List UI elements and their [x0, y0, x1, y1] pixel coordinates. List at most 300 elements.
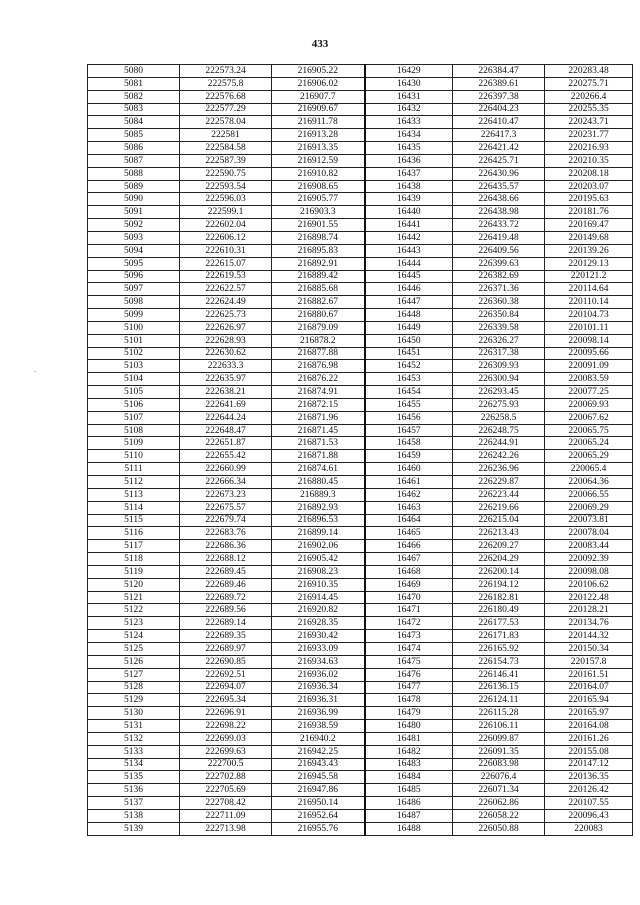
y-coordinate-right-cell: 220203.07	[545, 180, 633, 193]
x-coordinate-left-cell: 222587.39	[180, 154, 272, 167]
point-number-left-cell: 5081	[88, 77, 180, 90]
y-coordinate-left-cell: 216950.14	[272, 797, 365, 810]
table-row	[88, 771, 633, 784]
x-coordinate-right-cell: 226219.66	[453, 501, 545, 514]
table-row	[88, 244, 633, 257]
y-coordinate-right-cell: 220083.59	[545, 373, 633, 386]
x-coordinate-right-cell: 226200.14	[453, 565, 545, 578]
point-number-right-cell: 16462	[365, 488, 453, 501]
y-coordinate-right-cell: 220077.25	[545, 386, 633, 399]
point-number-left-cell: 5093	[88, 231, 180, 244]
y-coordinate-right-cell: 220165.97	[545, 707, 633, 720]
y-coordinate-left-cell: 216936.02	[272, 668, 365, 681]
point-number-right-cell: 16435	[365, 142, 453, 155]
y-coordinate-left-cell: 216871.53	[272, 437, 365, 450]
x-coordinate-right-cell: 226171.83	[453, 630, 545, 643]
y-coordinate-left-cell: 216908.23	[272, 565, 365, 578]
table-row	[88, 437, 633, 450]
x-coordinate-left-cell: 222689.35	[180, 630, 272, 643]
point-number-left-cell: 5111	[88, 463, 180, 476]
table-row	[88, 257, 633, 270]
y-coordinate-left-cell: 216889.3	[272, 488, 365, 501]
y-coordinate-right-cell: 220107.55	[545, 797, 633, 810]
y-coordinate-left-cell: 216909.67	[272, 103, 365, 116]
point-number-left-cell: 5131	[88, 720, 180, 733]
point-number-right-cell: 16463	[365, 501, 453, 514]
y-coordinate-right-cell: 220065.24	[545, 437, 633, 450]
y-coordinate-left-cell: 216907.7	[272, 90, 365, 103]
x-coordinate-left-cell: 222689.72	[180, 591, 272, 604]
x-coordinate-left-cell: 222625.73	[180, 309, 272, 322]
point-number-right-cell: 16470	[365, 591, 453, 604]
x-coordinate-right-cell: 226438.98	[453, 206, 545, 219]
table-row	[88, 809, 633, 822]
point-number-left-cell: 5134	[88, 758, 180, 771]
point-number-right-cell: 16455	[365, 398, 453, 411]
x-coordinate-left-cell: 222713.98	[180, 822, 272, 835]
x-coordinate-left-cell: 222638.21	[180, 386, 272, 399]
x-coordinate-right-cell: 226404.23	[453, 103, 545, 116]
table-row	[88, 398, 633, 411]
point-number-right-cell: 16480	[365, 720, 453, 733]
x-coordinate-left-cell: 222628.93	[180, 334, 272, 347]
x-coordinate-right-cell: 226258.5	[453, 411, 545, 424]
y-coordinate-left-cell: 216914.45	[272, 591, 365, 604]
point-number-left-cell: 5129	[88, 694, 180, 707]
point-number-right-cell: 16459	[365, 450, 453, 463]
point-number-left-cell: 5100	[88, 321, 180, 334]
point-number-left-cell: 5132	[88, 732, 180, 745]
x-coordinate-right-cell: 226146.41	[453, 668, 545, 681]
y-coordinate-left-cell: 216905.22	[272, 65, 365, 78]
x-coordinate-right-cell: 226417.3	[453, 129, 545, 142]
x-coordinate-left-cell: 222692.51	[180, 668, 272, 681]
point-number-right-cell: 16437	[365, 167, 453, 180]
point-number-left-cell: 5128	[88, 681, 180, 694]
y-coordinate-right-cell: 220231.77	[545, 129, 633, 142]
y-coordinate-right-cell: 220157.8	[545, 655, 633, 668]
point-number-right-cell: 16477	[365, 681, 453, 694]
y-coordinate-left-cell: 216878.2	[272, 334, 365, 347]
point-number-left-cell: 5121	[88, 591, 180, 604]
point-number-right-cell: 16464	[365, 514, 453, 527]
y-coordinate-left-cell: 216903.3	[272, 206, 365, 219]
point-number-left-cell: 5082	[88, 90, 180, 103]
x-coordinate-left-cell: 222644.24	[180, 411, 272, 424]
x-coordinate-right-cell: 226177.53	[453, 617, 545, 630]
point-number-left-cell: 5085	[88, 129, 180, 142]
y-coordinate-left-cell: 216876.98	[272, 360, 365, 373]
table-row	[88, 668, 633, 681]
x-coordinate-left-cell: 222581	[180, 129, 272, 142]
point-number-left-cell: 5094	[88, 244, 180, 257]
y-coordinate-left-cell: 216955.76	[272, 822, 365, 835]
y-coordinate-right-cell: 220104.73	[545, 309, 633, 322]
x-coordinate-right-cell: 226409.56	[453, 244, 545, 257]
table-row	[88, 103, 633, 116]
x-coordinate-left-cell: 222573.24	[180, 65, 272, 78]
y-coordinate-right-cell: 220122.48	[545, 591, 633, 604]
table-row	[88, 630, 633, 643]
point-number-left-cell: 5138	[88, 809, 180, 822]
point-number-left-cell: 5117	[88, 540, 180, 553]
y-coordinate-right-cell: 220255.35	[545, 103, 633, 116]
point-number-right-cell: 16453	[365, 373, 453, 386]
x-coordinate-right-cell: 226182.81	[453, 591, 545, 604]
y-coordinate-right-cell: 220266.4	[545, 90, 633, 103]
point-number-left-cell: 5080	[88, 65, 180, 78]
x-coordinate-right-cell: 226309.93	[453, 360, 545, 373]
y-coordinate-right-cell: 220150.34	[545, 642, 633, 655]
table-row	[88, 167, 633, 180]
x-coordinate-right-cell: 226213.43	[453, 527, 545, 540]
x-coordinate-left-cell: 222683.76	[180, 527, 272, 540]
x-coordinate-right-cell: 226115.28	[453, 707, 545, 720]
y-coordinate-right-cell: 220121.2	[545, 270, 633, 283]
table-row	[88, 219, 633, 232]
point-number-left-cell: 5119	[88, 565, 180, 578]
y-coordinate-left-cell: 216880.67	[272, 309, 365, 322]
point-number-left-cell: 5105	[88, 386, 180, 399]
point-number-right-cell: 16434	[365, 129, 453, 142]
table-row	[88, 797, 633, 810]
y-coordinate-left-cell: 216902.06	[272, 540, 365, 553]
y-coordinate-left-cell: 216896.53	[272, 514, 365, 527]
x-coordinate-left-cell: 222619.53	[180, 270, 272, 283]
table-row	[88, 334, 633, 347]
point-number-right-cell: 16444	[365, 257, 453, 270]
point-number-right-cell: 16445	[365, 270, 453, 283]
x-coordinate-left-cell: 222596.03	[180, 193, 272, 206]
point-number-right-cell: 16456	[365, 411, 453, 424]
x-coordinate-right-cell: 226425.71	[453, 154, 545, 167]
table-row	[88, 90, 633, 103]
table-row	[88, 283, 633, 296]
x-coordinate-right-cell: 226438.66	[453, 193, 545, 206]
y-coordinate-right-cell: 220066.55	[545, 488, 633, 501]
table-row	[88, 617, 633, 630]
point-number-right-cell: 16448	[365, 309, 453, 322]
y-coordinate-right-cell: 220147.12	[545, 758, 633, 771]
y-coordinate-left-cell: 216920.82	[272, 604, 365, 617]
point-number-right-cell: 16450	[365, 334, 453, 347]
table-row	[88, 720, 633, 733]
x-coordinate-right-cell: 226317.38	[453, 347, 545, 360]
point-number-left-cell: 5108	[88, 424, 180, 437]
point-number-left-cell: 5089	[88, 180, 180, 193]
table-row	[88, 514, 633, 527]
table-row	[88, 527, 633, 540]
y-coordinate-left-cell: 216934.63	[272, 655, 365, 668]
x-coordinate-right-cell: 226076.4	[453, 771, 545, 784]
y-coordinate-left-cell: 216895.83	[272, 244, 365, 257]
x-coordinate-left-cell: 222705.69	[180, 784, 272, 797]
y-coordinate-left-cell: 216901.55	[272, 219, 365, 232]
point-number-left-cell: 5095	[88, 257, 180, 270]
x-coordinate-left-cell: 222700.5	[180, 758, 272, 771]
table-row	[88, 154, 633, 167]
point-number-right-cell: 16458	[365, 437, 453, 450]
table-row	[88, 193, 633, 206]
x-coordinate-right-cell: 226430.96	[453, 167, 545, 180]
y-coordinate-right-cell: 220210.35	[545, 154, 633, 167]
point-number-right-cell: 16473	[365, 630, 453, 643]
x-coordinate-right-cell: 226194.12	[453, 578, 545, 591]
x-coordinate-right-cell: 226209.27	[453, 540, 545, 553]
y-coordinate-left-cell: 216943.43	[272, 758, 365, 771]
y-coordinate-left-cell: 216945.58	[272, 771, 365, 784]
y-coordinate-right-cell: 220129.13	[545, 257, 633, 270]
y-coordinate-left-cell: 216936.34	[272, 681, 365, 694]
point-number-right-cell: 16472	[365, 617, 453, 630]
y-coordinate-left-cell: 216910.35	[272, 578, 365, 591]
x-coordinate-right-cell: 226242.26	[453, 450, 545, 463]
x-coordinate-left-cell: 222688.12	[180, 553, 272, 566]
point-number-left-cell: 5104	[88, 373, 180, 386]
point-number-right-cell: 16441	[365, 219, 453, 232]
x-coordinate-left-cell: 222711.09	[180, 809, 272, 822]
point-number-right-cell: 16487	[365, 809, 453, 822]
point-number-left-cell: 5125	[88, 642, 180, 655]
x-coordinate-right-cell: 226293.45	[453, 386, 545, 399]
x-coordinate-left-cell: 222690.85	[180, 655, 272, 668]
table-row	[88, 501, 633, 514]
y-coordinate-left-cell: 216933.09	[272, 642, 365, 655]
y-coordinate-right-cell: 220243.71	[545, 116, 633, 129]
x-coordinate-right-cell: 226154.73	[453, 655, 545, 668]
point-number-left-cell: 5118	[88, 553, 180, 566]
x-coordinate-right-cell: 226204.29	[453, 553, 545, 566]
y-coordinate-right-cell: 220083.44	[545, 540, 633, 553]
y-coordinate-left-cell: 216898.74	[272, 231, 365, 244]
x-coordinate-left-cell: 222630.62	[180, 347, 272, 360]
x-coordinate-right-cell: 226071.34	[453, 784, 545, 797]
table-row	[88, 309, 633, 322]
y-coordinate-right-cell: 220096.43	[545, 809, 633, 822]
table-row	[88, 694, 633, 707]
x-coordinate-left-cell: 222699.03	[180, 732, 272, 745]
y-coordinate-left-cell: 216889.42	[272, 270, 365, 283]
table-row	[88, 129, 633, 142]
table-row	[88, 386, 633, 399]
table-row	[88, 116, 633, 129]
point-number-left-cell: 5139	[88, 822, 180, 835]
point-number-right-cell: 16432	[365, 103, 453, 116]
point-number-right-cell: 16481	[365, 732, 453, 745]
x-coordinate-left-cell: 222641.69	[180, 398, 272, 411]
y-coordinate-left-cell: 216882.67	[272, 296, 365, 309]
y-coordinate-left-cell: 216905.42	[272, 553, 365, 566]
y-coordinate-right-cell: 220073.81	[545, 514, 633, 527]
y-coordinate-left-cell: 216892.91	[272, 257, 365, 270]
x-coordinate-right-cell: 226136.15	[453, 681, 545, 694]
point-number-right-cell: 16436	[365, 154, 453, 167]
x-coordinate-right-cell: 226083.98	[453, 758, 545, 771]
table-row	[88, 463, 633, 476]
y-coordinate-right-cell: 220169.47	[545, 219, 633, 232]
coordinates-table	[87, 64, 633, 836]
y-coordinate-left-cell: 216936.31	[272, 694, 365, 707]
table-row	[88, 681, 633, 694]
x-coordinate-left-cell: 222696.91	[180, 707, 272, 720]
x-coordinate-left-cell: 222708.42	[180, 797, 272, 810]
y-coordinate-left-cell: 216928.35	[272, 617, 365, 630]
x-coordinate-left-cell: 222593.54	[180, 180, 272, 193]
table-row	[88, 347, 633, 360]
table-row	[88, 321, 633, 334]
y-coordinate-right-cell: 220106.62	[545, 578, 633, 591]
x-coordinate-right-cell: 226410.47	[453, 116, 545, 129]
point-number-right-cell: 16474	[365, 642, 453, 655]
x-coordinate-left-cell: 222689.97	[180, 642, 272, 655]
point-number-left-cell: 5112	[88, 476, 180, 489]
point-number-right-cell: 16488	[365, 822, 453, 835]
y-coordinate-left-cell: 216879.09	[272, 321, 365, 334]
y-coordinate-left-cell: 216876.22	[272, 373, 365, 386]
y-coordinate-right-cell: 220164.07	[545, 681, 633, 694]
x-coordinate-left-cell: 222635.97	[180, 373, 272, 386]
x-coordinate-left-cell: 222633.3	[180, 360, 272, 373]
x-coordinate-left-cell: 222624.49	[180, 296, 272, 309]
x-coordinate-right-cell: 226244.91	[453, 437, 545, 450]
point-number-left-cell: 5126	[88, 655, 180, 668]
point-number-left-cell: 5087	[88, 154, 180, 167]
table-row	[88, 732, 633, 745]
x-coordinate-left-cell: 222584.58	[180, 142, 272, 155]
x-coordinate-right-cell: 226215.04	[453, 514, 545, 527]
point-number-left-cell: 5096	[88, 270, 180, 283]
y-coordinate-right-cell: 220091.09	[545, 360, 633, 373]
point-number-right-cell: 16471	[365, 604, 453, 617]
y-coordinate-left-cell: 216908.65	[272, 180, 365, 193]
y-coordinate-left-cell: 216936.99	[272, 707, 365, 720]
point-number-left-cell: 5136	[88, 784, 180, 797]
point-number-right-cell: 16460	[365, 463, 453, 476]
table-row	[88, 784, 633, 797]
point-number-right-cell: 16475	[365, 655, 453, 668]
x-coordinate-left-cell: 222698.22	[180, 720, 272, 733]
table-row	[88, 553, 633, 566]
point-number-left-cell: 5137	[88, 797, 180, 810]
table-row	[88, 591, 633, 604]
y-coordinate-right-cell: 220134.76	[545, 617, 633, 630]
point-number-left-cell: 5103	[88, 360, 180, 373]
y-coordinate-right-cell: 220208.18	[545, 167, 633, 180]
y-coordinate-left-cell: 216877.88	[272, 347, 365, 360]
point-number-right-cell: 16429	[365, 65, 453, 78]
y-coordinate-left-cell: 216874.61	[272, 463, 365, 476]
point-number-left-cell: 5092	[88, 219, 180, 232]
x-coordinate-right-cell: 226300.94	[453, 373, 545, 386]
point-number-right-cell: 16451	[365, 347, 453, 360]
x-coordinate-left-cell: 222689.14	[180, 617, 272, 630]
y-coordinate-right-cell: 220095.66	[545, 347, 633, 360]
point-number-left-cell: 5091	[88, 206, 180, 219]
x-coordinate-left-cell: 222655.42	[180, 450, 272, 463]
point-number-right-cell: 16467	[365, 553, 453, 566]
y-coordinate-right-cell: 220283.48	[545, 65, 633, 78]
y-coordinate-left-cell: 216871.45	[272, 424, 365, 437]
y-coordinate-right-cell: 220110.14	[545, 296, 633, 309]
y-coordinate-right-cell: 220064.36	[545, 476, 633, 489]
point-number-left-cell: 5124	[88, 630, 180, 643]
point-number-right-cell: 16447	[365, 296, 453, 309]
x-coordinate-left-cell: 222666.34	[180, 476, 272, 489]
x-coordinate-right-cell: 226350.84	[453, 309, 545, 322]
x-coordinate-left-cell: 222673.23	[180, 488, 272, 501]
x-coordinate-right-cell: 226180.49	[453, 604, 545, 617]
y-coordinate-right-cell: 220136.35	[545, 771, 633, 784]
y-coordinate-right-cell: 220098.08	[545, 565, 633, 578]
page-number: 433	[311, 38, 329, 50]
x-coordinate-right-cell: 226229.87	[453, 476, 545, 489]
x-coordinate-right-cell: 226099.87	[453, 732, 545, 745]
y-coordinate-left-cell: 216899.14	[272, 527, 365, 540]
x-coordinate-right-cell: 226339.58	[453, 321, 545, 334]
y-coordinate-right-cell: 220101.11	[545, 321, 633, 334]
x-coordinate-left-cell: 222675.57	[180, 501, 272, 514]
point-number-right-cell: 16449	[365, 321, 453, 334]
table-row	[88, 142, 633, 155]
point-number-left-cell: 5107	[88, 411, 180, 424]
y-coordinate-left-cell: 216885.68	[272, 283, 365, 296]
point-number-left-cell: 5109	[88, 437, 180, 450]
x-coordinate-left-cell: 222679.74	[180, 514, 272, 527]
table-row	[88, 488, 633, 501]
x-coordinate-left-cell: 222648.47	[180, 424, 272, 437]
x-coordinate-left-cell: 222578.04	[180, 116, 272, 129]
x-coordinate-right-cell: 226275.93	[453, 398, 545, 411]
point-number-left-cell: 5099	[88, 309, 180, 322]
x-coordinate-left-cell: 222602.04	[180, 219, 272, 232]
point-number-left-cell: 5135	[88, 771, 180, 784]
y-coordinate-left-cell: 216871.88	[272, 450, 365, 463]
x-coordinate-left-cell: 222577.29	[180, 103, 272, 116]
y-coordinate-right-cell: 220065.4	[545, 463, 633, 476]
y-coordinate-left-cell: 216912.59	[272, 154, 365, 167]
x-coordinate-left-cell: 222615.07	[180, 257, 272, 270]
point-number-right-cell: 16442	[365, 231, 453, 244]
point-number-right-cell: 16440	[365, 206, 453, 219]
x-coordinate-left-cell: 222695.34	[180, 694, 272, 707]
y-coordinate-left-cell: 216910.82	[272, 167, 365, 180]
point-number-left-cell: 5088	[88, 167, 180, 180]
x-coordinate-left-cell: 222610.31	[180, 244, 272, 257]
point-number-right-cell: 16483	[365, 758, 453, 771]
x-coordinate-left-cell: 222702.88	[180, 771, 272, 784]
point-number-right-cell: 16446	[365, 283, 453, 296]
point-number-right-cell: 16454	[365, 386, 453, 399]
y-coordinate-left-cell: 216872.15	[272, 398, 365, 411]
table-row	[88, 180, 633, 193]
table-row	[88, 540, 633, 553]
y-coordinate-right-cell: 220092.39	[545, 553, 633, 566]
point-number-right-cell: 16439	[365, 193, 453, 206]
table-row	[88, 373, 633, 386]
y-coordinate-right-cell: 220067.62	[545, 411, 633, 424]
table-row	[88, 424, 633, 437]
y-coordinate-left-cell: 216938.59	[272, 720, 365, 733]
y-coordinate-left-cell: 216942.25	[272, 745, 365, 758]
point-number-right-cell: 16433	[365, 116, 453, 129]
point-number-right-cell: 16469	[365, 578, 453, 591]
y-coordinate-right-cell: 220195.63	[545, 193, 633, 206]
x-coordinate-right-cell: 226419.48	[453, 231, 545, 244]
point-number-right-cell: 16431	[365, 90, 453, 103]
point-number-right-cell: 16468	[365, 565, 453, 578]
point-number-right-cell: 16479	[365, 707, 453, 720]
y-coordinate-left-cell: 216905.77	[272, 193, 365, 206]
